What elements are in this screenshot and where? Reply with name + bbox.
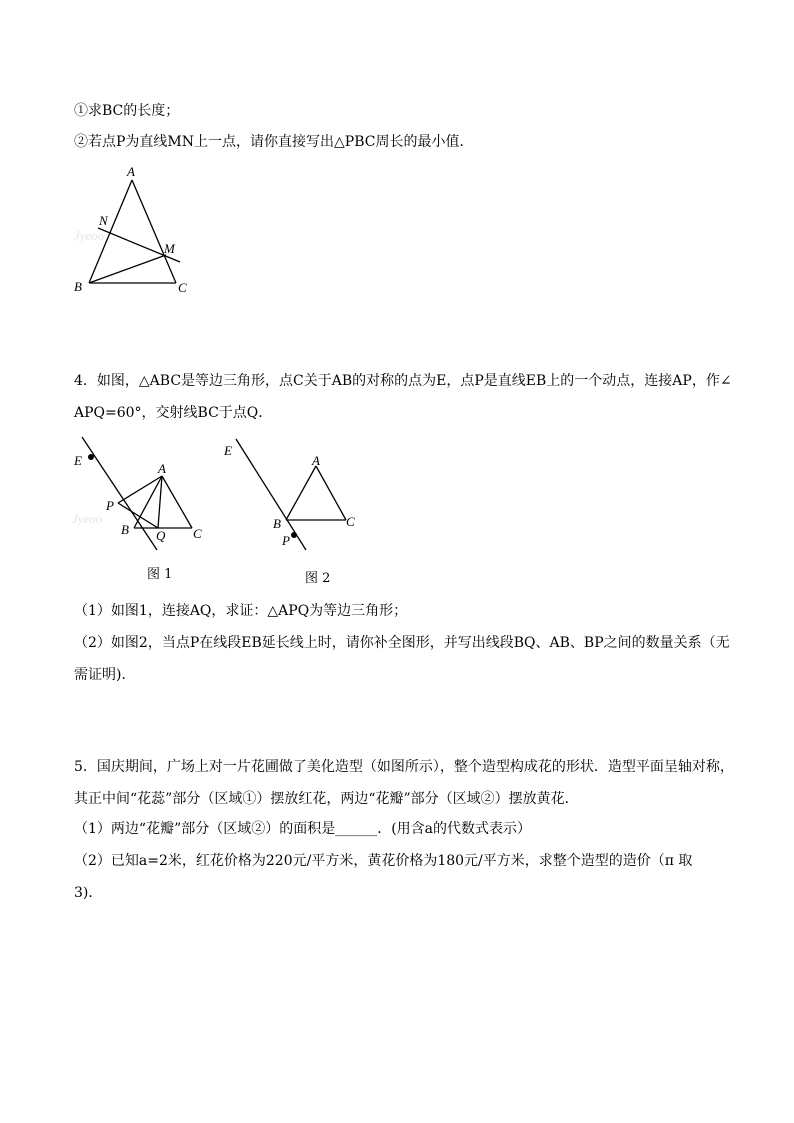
q5-stem-line2: 其正中间“花蕊”部分（区域①）摆放红花，两边“花瓣”部分（区域②）摆放黄花．: [74, 791, 579, 807]
q4-fig2-caption: 图 2: [305, 571, 331, 586]
q4-fig2-label-p: P: [282, 533, 290, 548]
q4-fig1-label-b: B: [121, 522, 129, 537]
q5-sub2-line1: （2）已知a=2米，红花价格为220元/平方米，黄花价格为180元/平方米，求整个造型的造价（π 取: [74, 853, 693, 869]
q3-part2: ②若点P为直线MN上一点，请你直接写出△PBC周长的最小值．: [74, 134, 474, 150]
q4-fig1-label-e: E: [74, 453, 82, 468]
q3-part1: ①求BC的长度；: [74, 103, 180, 119]
q5-sub2-line2: 3)．: [74, 885, 103, 901]
q3-watermark: Jyeoo: [74, 228, 105, 243]
q4-fig1-caption: 图 1: [147, 567, 173, 582]
q4-stem-line1: 4．如图，△ABC是等边三角形，点C关于AB的对称的点为E，点P是直线EB上的一个动点，连接AP，作∠: [74, 373, 732, 389]
q3-label-m: M: [164, 241, 175, 256]
q5-sub1: （1）两边“花瓣”部分（区域②）的面积是______．(用含a的代数式表示）: [74, 821, 532, 837]
q3-triangle-figure: [68, 160, 198, 300]
q3-label-a: A: [127, 164, 135, 179]
q4-sub1: （1）如图1，连接AQ，求证：△APQ为等边三角形；: [74, 603, 408, 619]
q3-label-n: N: [99, 213, 108, 228]
q4-sub2-line1: （2）如图2，当点P在线段EB延长线上时，请你补全图形，并写出线段BQ、AB、BP之间的数量关系（无: [74, 635, 730, 651]
q4-fig1-label-q: Q: [156, 528, 166, 543]
q4-fig1-label-p: P: [106, 498, 114, 513]
q4-fig2-label-a: A: [312, 453, 320, 468]
q4-figure-2: [220, 433, 370, 558]
q4-fig1-label-c: C: [193, 526, 202, 541]
q4-fig1-watermark: Jyeoo: [72, 511, 103, 526]
q5-stem-line1: 5．国庆期间，广场上对一片花圃做了美化造型（如图所示），整个造型构成花的形状．造型平面呈轴对称，: [74, 759, 734, 775]
q3-label-b: B: [74, 279, 82, 294]
q4-fig2-label-b: B: [273, 516, 281, 531]
q4-fig2-label-e: E: [224, 443, 232, 458]
q4-figure-1: [70, 433, 210, 553]
q4-sub2-line2: 需证明)．: [74, 667, 136, 683]
q3-label-c: C: [178, 280, 187, 295]
q4-fig2-label-c: C: [346, 514, 355, 529]
q4-fig1-label-a: A: [158, 461, 166, 476]
q4-stem-line2: APQ=60°，交射线BC于点Q．: [74, 405, 273, 421]
